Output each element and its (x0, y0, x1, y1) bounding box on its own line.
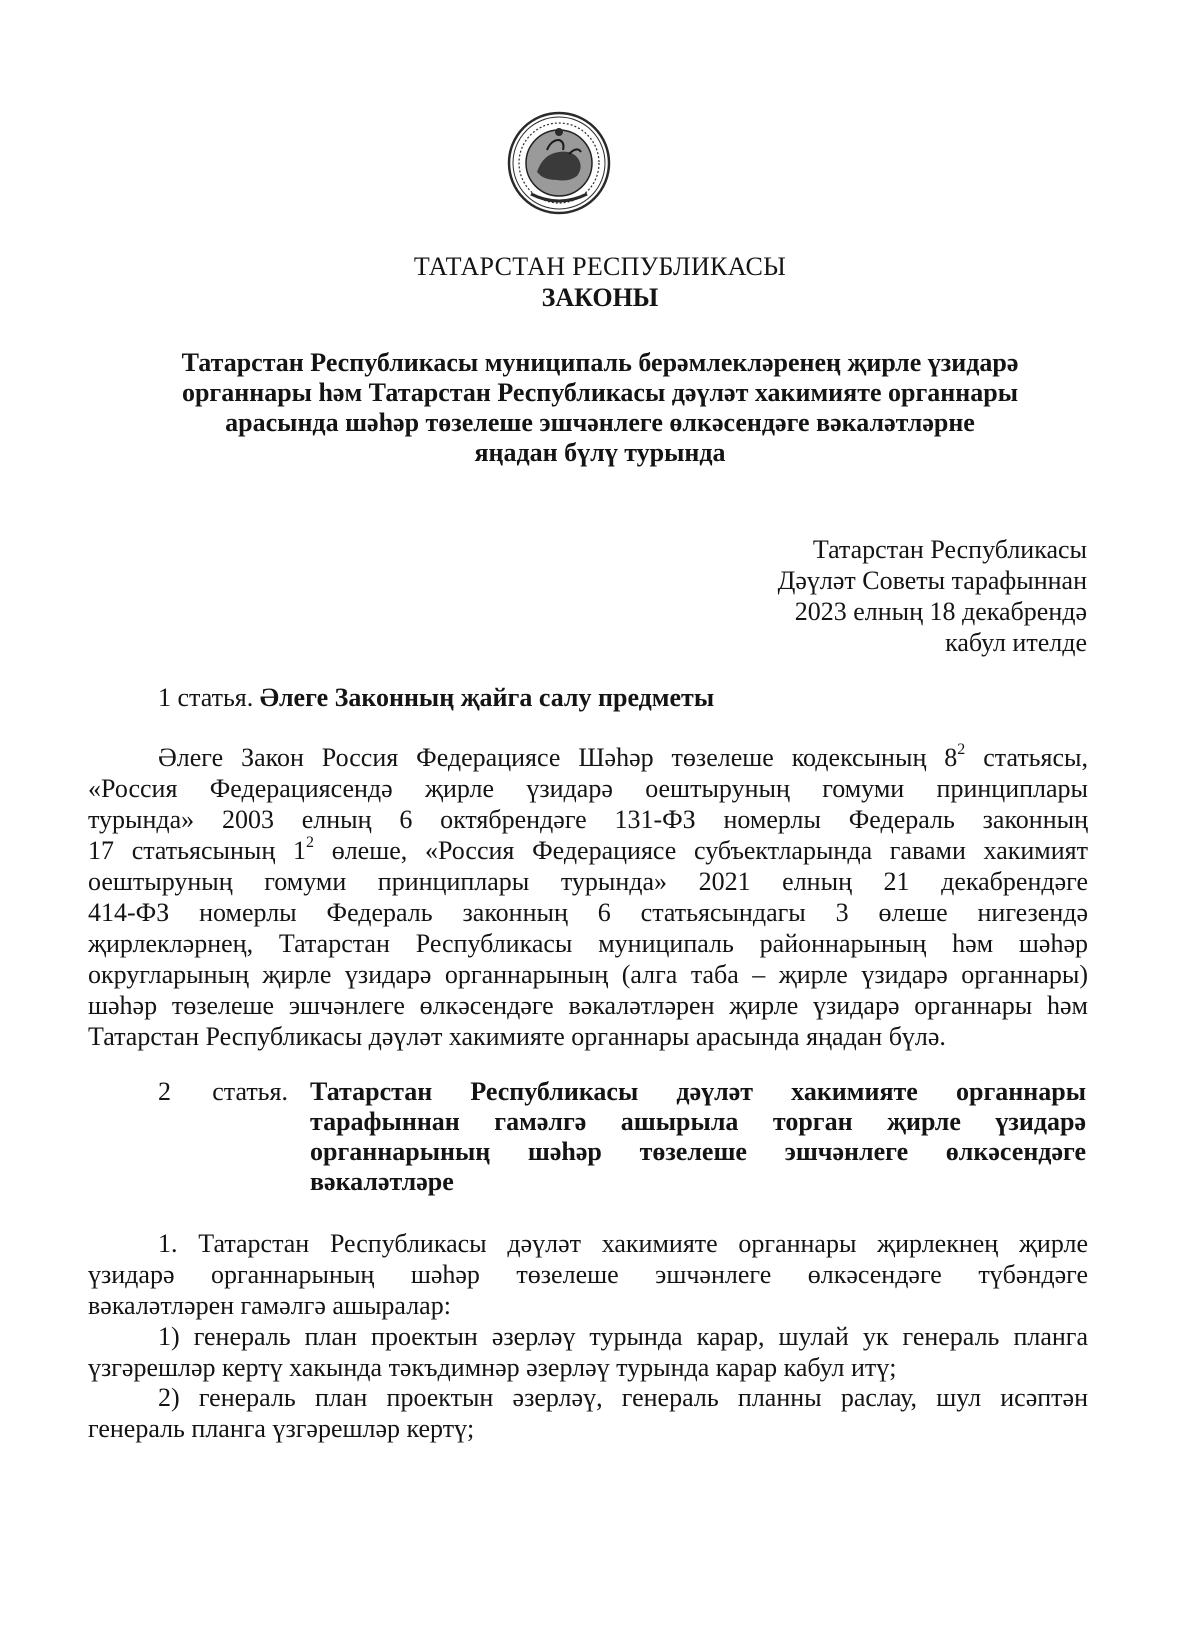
paragraph-line: Татарстан Республикасы дәүләт хакимияте органнары арасында яңадан бүлә. (88, 1022, 946, 1051)
coat-of-arms-emblem (507, 110, 611, 216)
law-title-line: Татарстан Республикасы муниципаль берәмлекләренең җирле үзидарә (181, 348, 1019, 377)
article-1-body (88, 742, 1088, 1052)
paragraph-line: 17 статьясының $1^2$ өлеше, «Россия Федерациясе субъектларында гавами хакимият (88, 834, 1088, 865)
adoption-line: Дәүләт Советы тарафыннан (777, 566, 1087, 595)
article-2-title-line: тарафыннан гамәлгә ашырыла торган җирле үзидарә (310, 1107, 1086, 1136)
law-title-line: арасында шәһәр төзелеше эшчәнлеге өлкәсендәге вәкаләтләрне (225, 408, 975, 437)
republic-heading: ТАТАРСТАН РЕСПУБЛИКАСЫ (413, 252, 787, 281)
article-2-title (310, 1077, 1086, 1197)
paragraph-line: вәкаләтләрен гамәлгә ашыралар: (88, 1291, 451, 1320)
paragraph-line: оештыруның гомуми принциплары турында» 2021 елның 21 декабрендәге (88, 867, 1088, 896)
article-2-subpoint-2 (88, 1382, 1088, 1444)
article-1-title: Әлеге Законның җайга салу предметы (259, 683, 715, 712)
paragraph-line: 2) генераль план проектын әзерләү, генераль планны раслау, шул исәптән (158, 1383, 1088, 1412)
adoption-line: кабул ителде (945, 628, 1087, 657)
article-2-title-line: Татарстан Республикасы дәүләт хакимияте органнары (310, 1077, 1086, 1106)
paragraph-line: округларының җирле үзидарә органнарының (алга таба – җирле үзидарә органнары) (88, 960, 1088, 989)
article-2-point-1 (88, 1228, 1088, 1321)
adoption-line: 2023 елның 18 декабрендә (794, 597, 1087, 626)
article-1-heading (158, 683, 714, 713)
paragraph-line: 414-ФЗ номерлы Федераль законның 6 статьясындагы 3 өлеше нигезендә (88, 898, 1088, 927)
article-1-label: 1 статья. (158, 683, 254, 712)
article-2-title-line: вәкаләтләре (310, 1167, 454, 1196)
paragraph-line: үзидарә органнарының шәһәр төзелеше эшчәнлеге өлкәсендәге түбәндәге (88, 1260, 1088, 1289)
article-2-subpoint-1 (88, 1321, 1088, 1383)
paragraph-line: «Россия Федерациясендә җирле үзидарә оештыруның гомуми принциплары (88, 774, 1088, 803)
paragraph-line: генераль планга үзгәрешләр кертү; (88, 1414, 475, 1443)
paragraph-line: үзгәрешләр кертү хакында тәкъдимнәр әзерләү турында карар кабул итү; (88, 1353, 897, 1382)
adoption-note (778, 534, 1087, 658)
paragraph-line: җирлекләрнең, Татарстан Республикасы муниципаль районнарының һәм шәһәр (88, 929, 1088, 958)
paragraph-line: 1. Татарстан Республикасы дәүләт хакимияте органнары җирлекнең җирле (158, 1229, 1088, 1258)
paragraph-line: турында» 2003 елның 6 октябрендәге 131-ФЗ номерлы Федераль законның (88, 805, 1088, 834)
paragraph-line: шәһәр төзелеше эшчәнлеге өлкәсендәге вәкаләтләрен җирле үзидарә органнары һәм (88, 991, 1088, 1020)
paragraph-line: 1) генераль план проектын әзерләү турында карар, шулай ук генераль планга (158, 1322, 1088, 1351)
law-title (90, 348, 1110, 468)
doc-type-heading: ЗАКОНЫ (541, 283, 659, 312)
article-2-label: 2 статья. (158, 1077, 288, 1106)
adoption-line: Татарстан Республикасы (812, 535, 1087, 564)
paragraph-line: Әлеге Закон Россия Федерациясе Шәһәр төзелеше кодексының $8^2$ статьясы, (158, 741, 1089, 772)
law-title-line: органнары һәм Татарстан Республикасы дәүләт хакимияте органнары (181, 378, 1019, 407)
article-2-title-line: органнарының шәһәр төзелеше эшчәнлеге өлкәсендәге (310, 1137, 1086, 1166)
law-title-line: яңадан бүлү турында (474, 438, 726, 467)
